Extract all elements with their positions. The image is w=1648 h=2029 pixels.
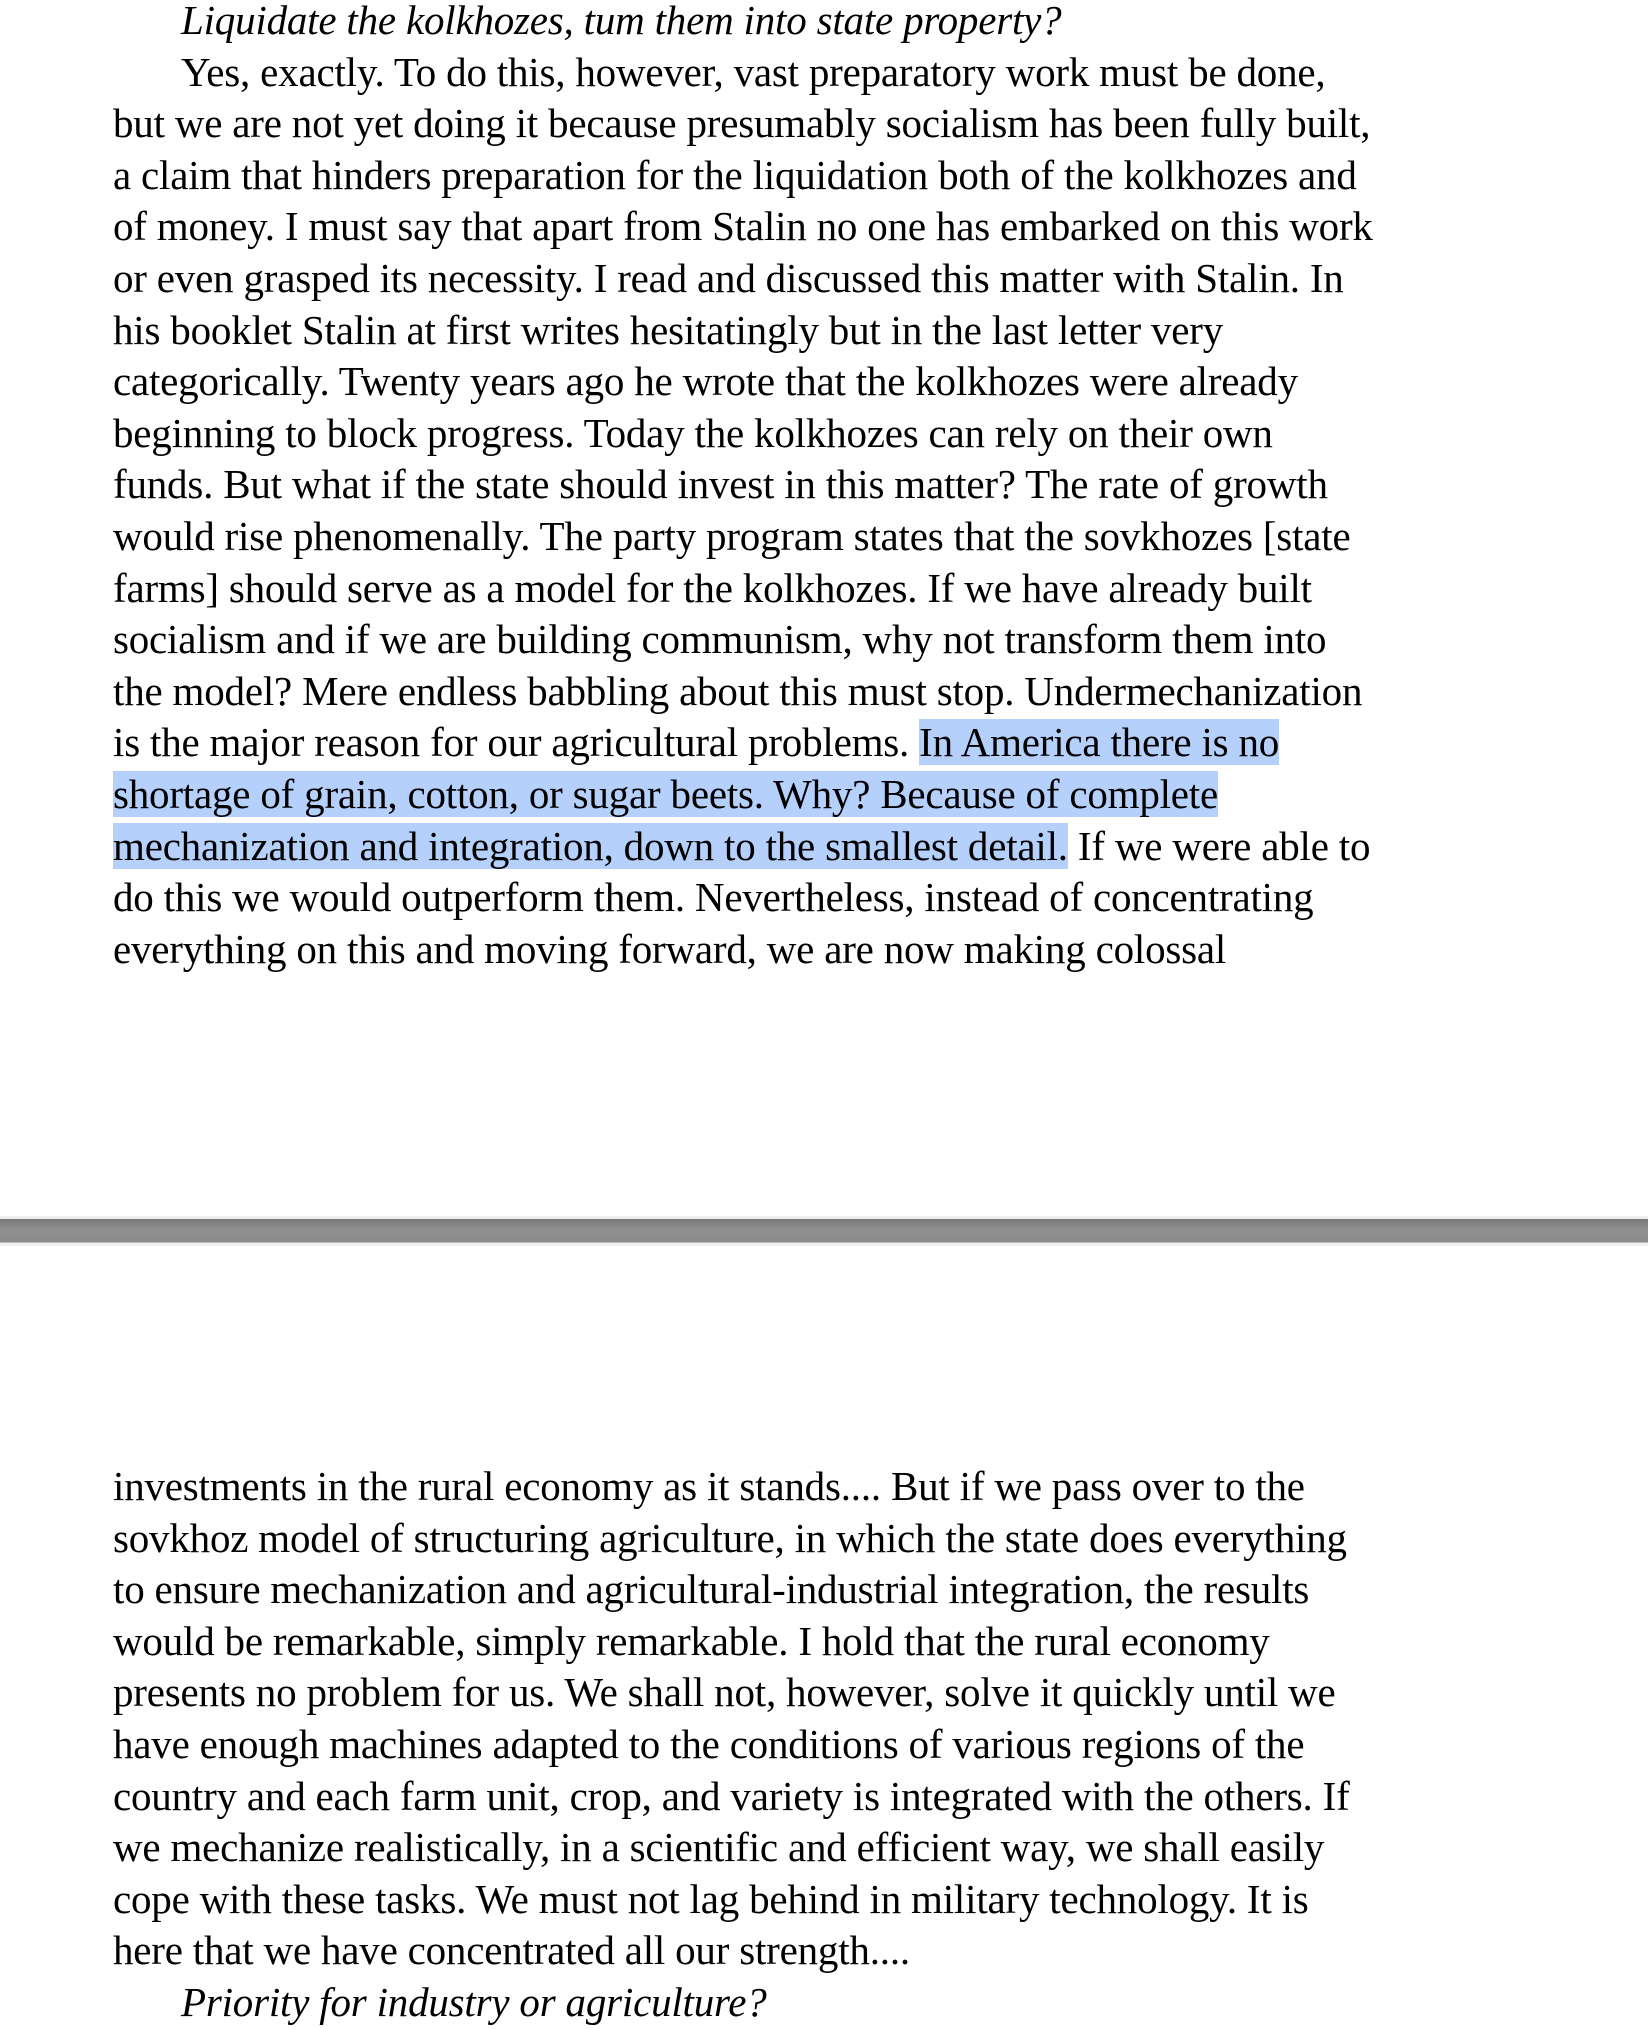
text-line[interactable]: everything on this and moving forward, we are now making colossal [113,925,1227,972]
text-line[interactable]: beginning to block progress. Today the kolkhozes can rely on their own [113,409,1273,456]
text-line[interactable]: would be remarkable, simply remarkable. I hold that the rural economy [113,1617,1270,1664]
text-line[interactable] [113,717,1373,769]
text-line[interactable]: Priority for industry or agriculture? [181,1978,767,2025]
text-line[interactable] [113,769,1373,821]
selected-text[interactable]: mechanization and integration, down to the smallest detail. [113,822,1068,869]
text-line[interactable]: investments in the rural economy as it stands.... But if we pass over to the [113,1463,1305,1509]
text-line[interactable]: to ensure mechanization and agricultural-industrial integration, the results [113,1566,1310,1613]
page-separator [0,1216,1648,1246]
text-line[interactable]: a claim that hinders preparation for the liquidation both of the kolkhozes and [113,151,1357,198]
document-page-2 [0,1246,1648,2025]
text-line[interactable]: funds. But what if the state should invest in this matter? The rate of growth [113,461,1328,508]
text-line[interactable]: his booklet Stalin at first writes hesitatingly but in the last letter very [113,306,1224,353]
text-line[interactable]: have enough machines adapted to the conditions of various regions of the [113,1720,1305,1767]
text-line[interactable]: here that we have concentrated all our strength.... [113,1927,910,1974]
page-1-text [113,0,1373,975]
text-line[interactable] [113,821,1373,873]
selected-text[interactable]: In America there is no [919,719,1280,766]
text-line[interactable]: socialism and if we are building communism, why not transform them into [113,616,1327,663]
text-line[interactable]: of money. I must say that apart from Stalin no one has embarked on this work [113,203,1373,250]
text-line[interactable]: sovkhoz model of structuring agriculture, in which the state does everything [113,1514,1347,1561]
text-segment: If we were able to [1067,822,1371,869]
text-line[interactable]: Yes, exactly. To do this, however, vast preparatory work must be done, [181,48,1326,95]
text-segment: is the major reason for our agricultural problems. [113,719,920,766]
selected-text[interactable]: shortage of grain, cotton, or sugar beets. Why? Because of complete [113,770,1218,817]
text-line[interactable]: categorically. Twenty years ago he wrote that the kolkhozes were already [113,358,1298,405]
text-line[interactable]: Liquidate the kolkhozes, tum them into state property? [181,0,1062,43]
text-line[interactable]: presents no problem for us. We shall not, however, solve it quickly until we [113,1669,1336,1716]
text-line[interactable]: country and each farm unit, crop, and variety is integrated with the others. If [113,1772,1350,1819]
page-2-text [113,1461,1350,2029]
text-line[interactable]: we mechanize realistically, in a scientific and efficient way, we shall easily [113,1824,1325,1871]
text-line[interactable]: cope with these tasks. We must not lag behind in military technology. It is [113,1875,1309,1922]
text-line[interactable]: but we are not yet doing it because presumably socialism has been fully built, [113,100,1371,147]
text-line[interactable]: or even grasped its necessity. I read and discussed this matter with Stalin. In [113,254,1344,301]
text-line[interactable]: farms] should serve as a model for the kolkhozes. If we have already built [113,564,1312,611]
text-line[interactable]: the model? Mere endless babbling about this must stop. Undermechanization [113,667,1363,714]
text-line[interactable]: do this we would outperform them. Nevertheless, instead of concentrating [113,874,1314,921]
text-line[interactable]: would rise phenomenally. The party program states that the sovkhozes [state [113,512,1351,559]
